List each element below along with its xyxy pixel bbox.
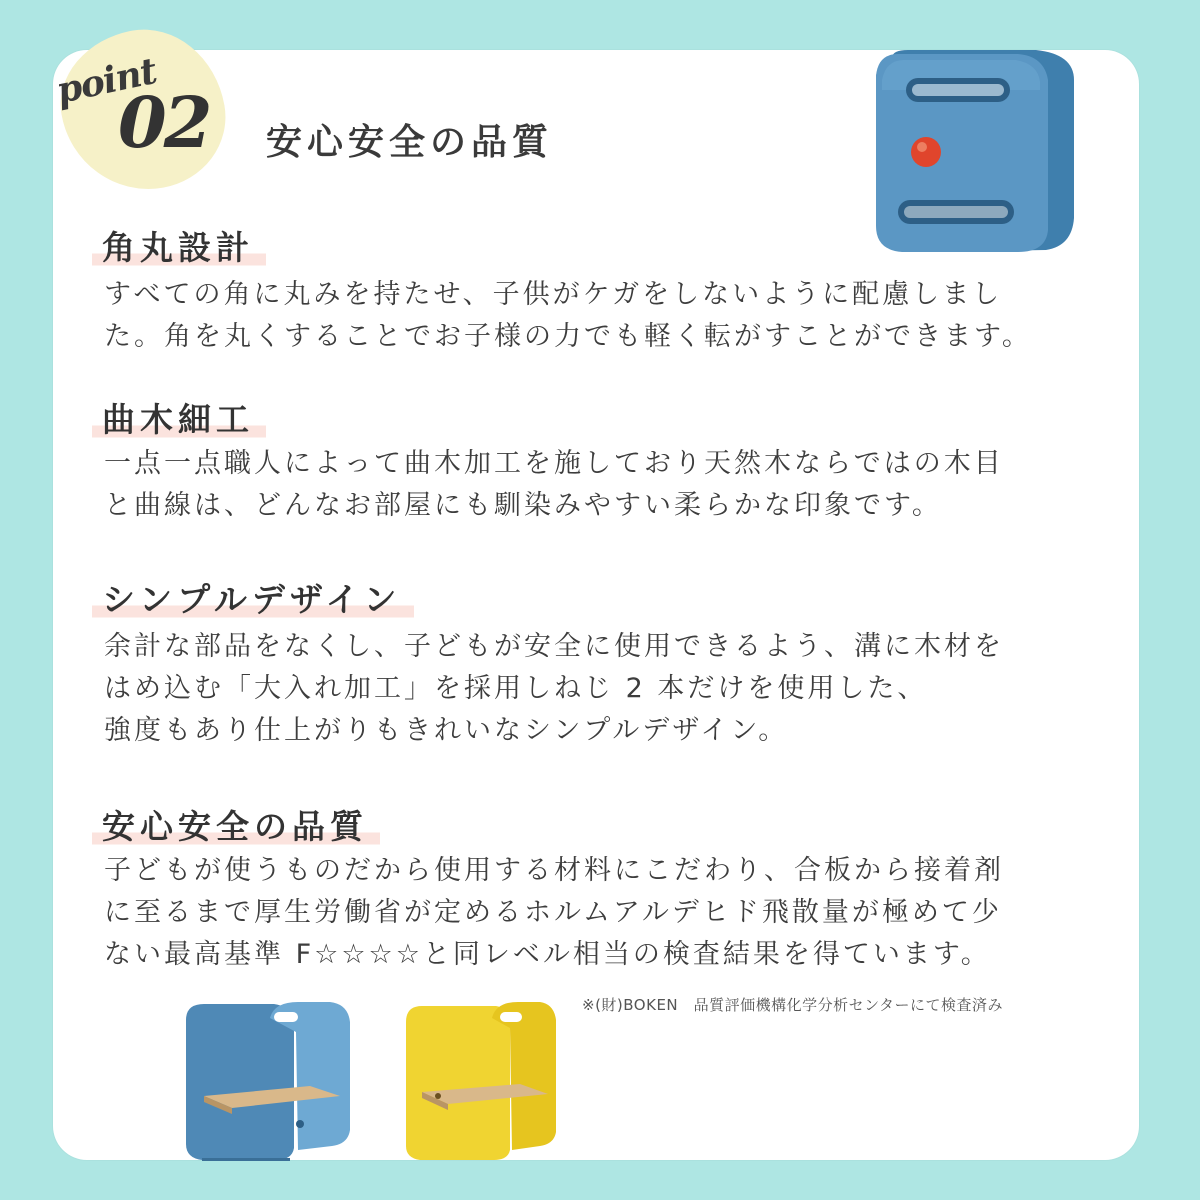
section-body-line: 子どもが使うものだから使用する材料にこだわり、合板から接着剤	[104, 855, 1004, 886]
section-body-safe-quality	[104, 850, 1114, 976]
section-body-line: 強度もあり仕上がりもきれいなシンプルデザイン。	[104, 715, 789, 746]
yellow-chair-image	[400, 998, 576, 1162]
section-heading-simple-design: シンプルデザイン	[92, 578, 414, 622]
blue-chair-image	[178, 998, 354, 1162]
section-body-line: と曲線は、どんなお部屋にも馴染みやすい柔らかな印象です。	[104, 490, 942, 521]
section-body-line: ない最高基準 F☆☆☆☆と同レベル相当の検査結果を得ています。	[104, 939, 991, 970]
chair-back-image	[868, 40, 1074, 252]
point-badge-label: point	[52, 49, 160, 113]
section-body-rounded-corners	[104, 274, 1114, 358]
section-heading-safe-quality: 安心安全の品質	[92, 805, 380, 849]
section-body-line: 一点一点職人によって曲木加工を施しており天然木ならではの木目	[104, 448, 1004, 479]
section-body-line: はめ込む「大入れ加工」を採用しねじ 2 本だけを使用した、	[104, 673, 928, 704]
inspection-footnote: ※(財)BOKEN 品質評価機構化学分析センターにて検査済み	[582, 996, 1004, 1014]
section-heading-bentwood: 曲木細工	[92, 398, 266, 442]
point-badge-number: 02	[118, 81, 210, 164]
section-body-line: すべての角に丸みを持たせ、子供がケガをしないように配慮しまし	[104, 279, 1003, 310]
section-body-bentwood	[104, 443, 1114, 527]
page-title: 安心安全の品質	[266, 122, 554, 163]
section-heading-rounded-corners: 角丸設計	[92, 226, 266, 270]
section-body-line: 余計な部品をなくし、子どもが安全に使用できるよう、溝に木材を	[104, 631, 1004, 662]
section-body-line: た。角を丸くすることでお子様の力でも軽く転がすことができます。	[104, 321, 1032, 352]
section-body-simple-design	[104, 626, 1114, 752]
section-body-line: に至るまで厚生労働省が定めるホルムアルデヒド飛散量が極めて少	[104, 897, 1002, 928]
